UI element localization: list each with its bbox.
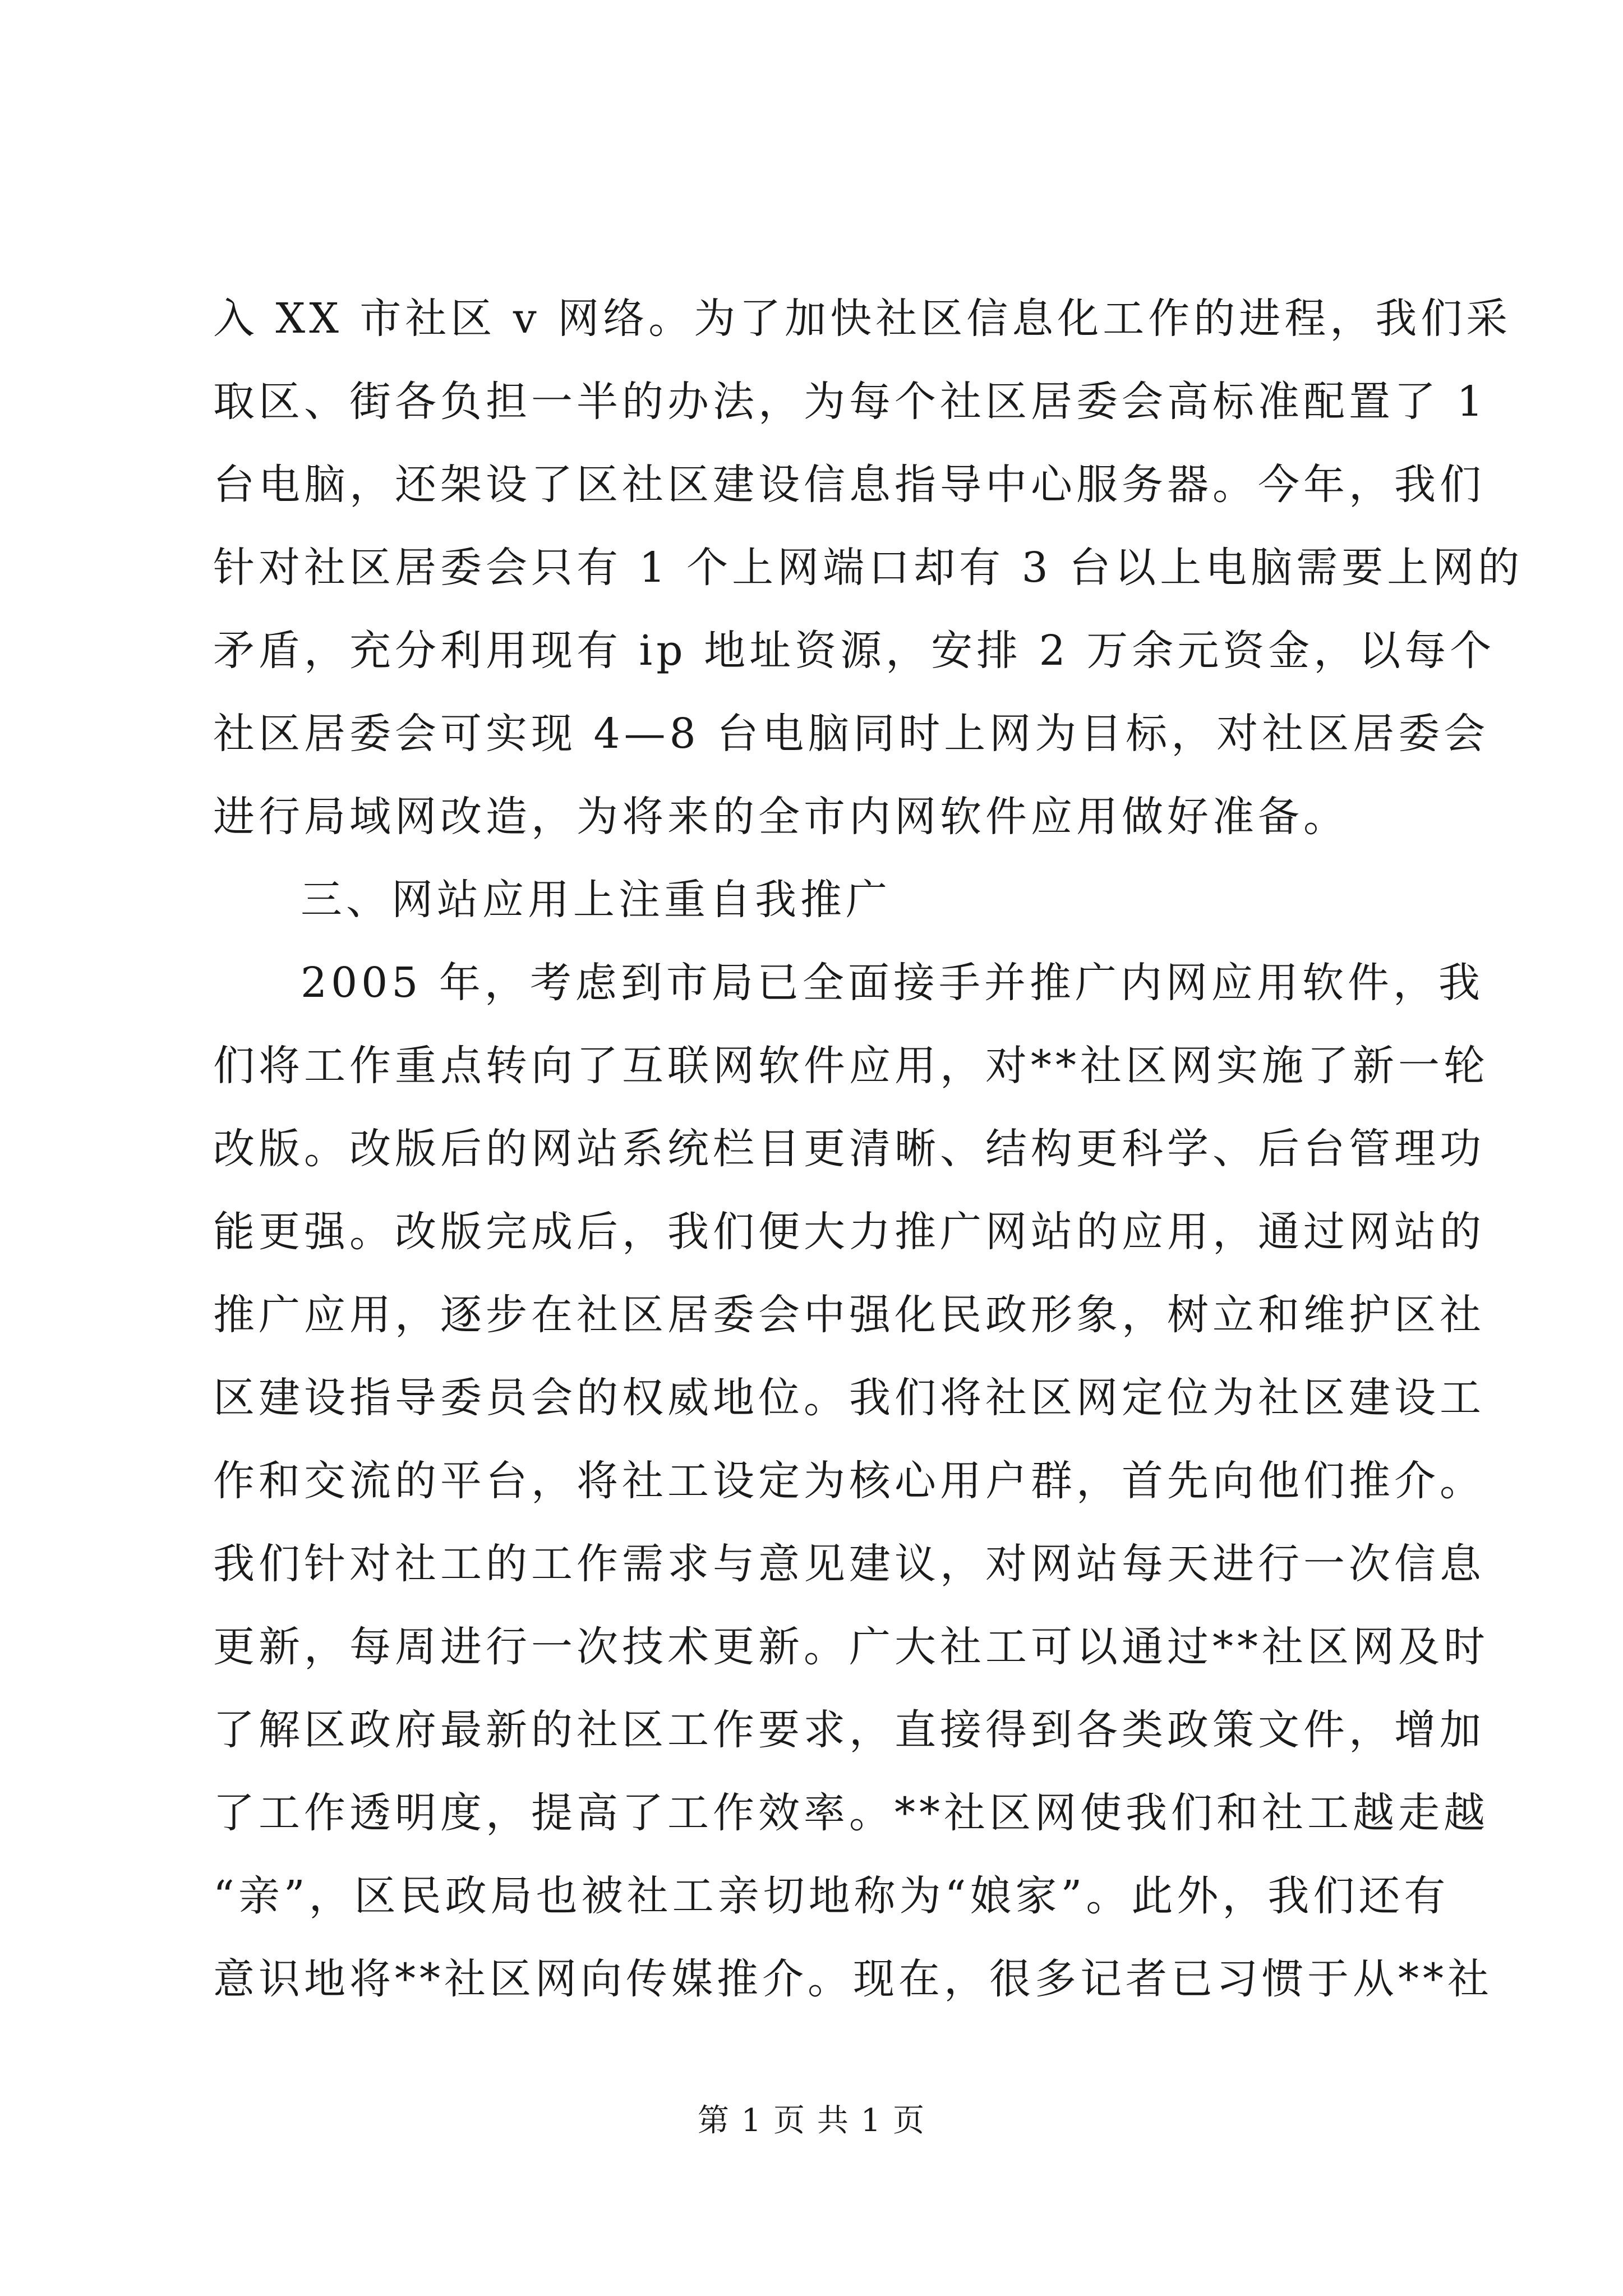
paragraph-2-line-13: 意识地将**社区网向传媒推介。现在，很多记者已习惯于从**社 xyxy=(213,1955,1493,2003)
paragraph-2-line-7: 作和交流的平台，将社工设定为核心用户群，首先向他们推介。 xyxy=(213,1457,1485,1505)
paragraph-2-line-10: 了解区政府最新的社区工作要求，直接得到各类政策文件，增加 xyxy=(213,1706,1485,1754)
page-footer: 第 1 页 共 1 页 xyxy=(697,2102,926,2139)
paragraph-2-line-2: 们将工作重点转向了互联网软件应用，对**社区网实施了新一轮 xyxy=(213,1042,1489,1090)
paragraph-2-line-8: 我们针对社工的工作需求与意见建议，对网站每天进行一次信息 xyxy=(213,1540,1485,1588)
paragraph-1-line-7: 进行局域网改造，为将来的全市内网软件应用做好准备。 xyxy=(213,793,1349,841)
paragraph-2-line-11: 了工作透明度，提高了工作效率。**社区网使我们和社工越走越 xyxy=(213,1789,1489,1837)
paragraph-1-line-1: 入 XX 市社区 v 网络。为了加快社区信息化工作的进程，我们采 xyxy=(213,295,1512,343)
paragraph-1-line-2: 取区、街各负担一半的办法，为每个社区居委会高标准配置了 1 xyxy=(213,378,1487,426)
paragraph-2-line-3: 改版。改版后的网站系统栏目更清晰、结构更科学、后台管理功 xyxy=(213,1125,1485,1173)
paragraph-1-line-4: 针对社区居委会只有 1 个上网端口却有 3 台以上电脑需要上网的 xyxy=(213,544,1524,592)
paragraph-1-line-3: 台电脑，还架设了区社区建设信息指导中心服务器。今年，我们 xyxy=(213,461,1485,509)
paragraph-2-line-1: 2005 年，考虑到市局已全面接手并推广内网应用软件，我 xyxy=(301,959,1484,1007)
section-heading: 三、网站应用上注重自我推广 xyxy=(301,876,891,924)
paragraph-2-line-6: 区建设指导委员会的权威地位。我们将社区网定位为社区建设工 xyxy=(213,1374,1485,1422)
paragraph-1-line-6: 社区居委会可实现 4—8 台电脑同时上网为目标，对社区居委会 xyxy=(213,710,1490,758)
paragraph-2-line-12: “亲”，区民政局也被社工亲切地称为“娘家”。此外，我们还有 xyxy=(213,1872,1450,1920)
paragraph-1-line-5: 矛盾，充分利用现有 ip 地址资源，安排 2 万余元资金，以每个 xyxy=(213,627,1496,675)
paragraph-2-line-5: 推广应用，逐步在社区居委会中强化民政形象，树立和维护区社 xyxy=(213,1291,1485,1339)
paragraph-2-line-9: 更新，每周进行一次技术更新。广大社工可以通过**社区网及时 xyxy=(213,1623,1489,1671)
paragraph-2-line-4: 能更强。改版完成后，我们便大力推广网站的应用，通过网站的 xyxy=(213,1208,1485,1256)
